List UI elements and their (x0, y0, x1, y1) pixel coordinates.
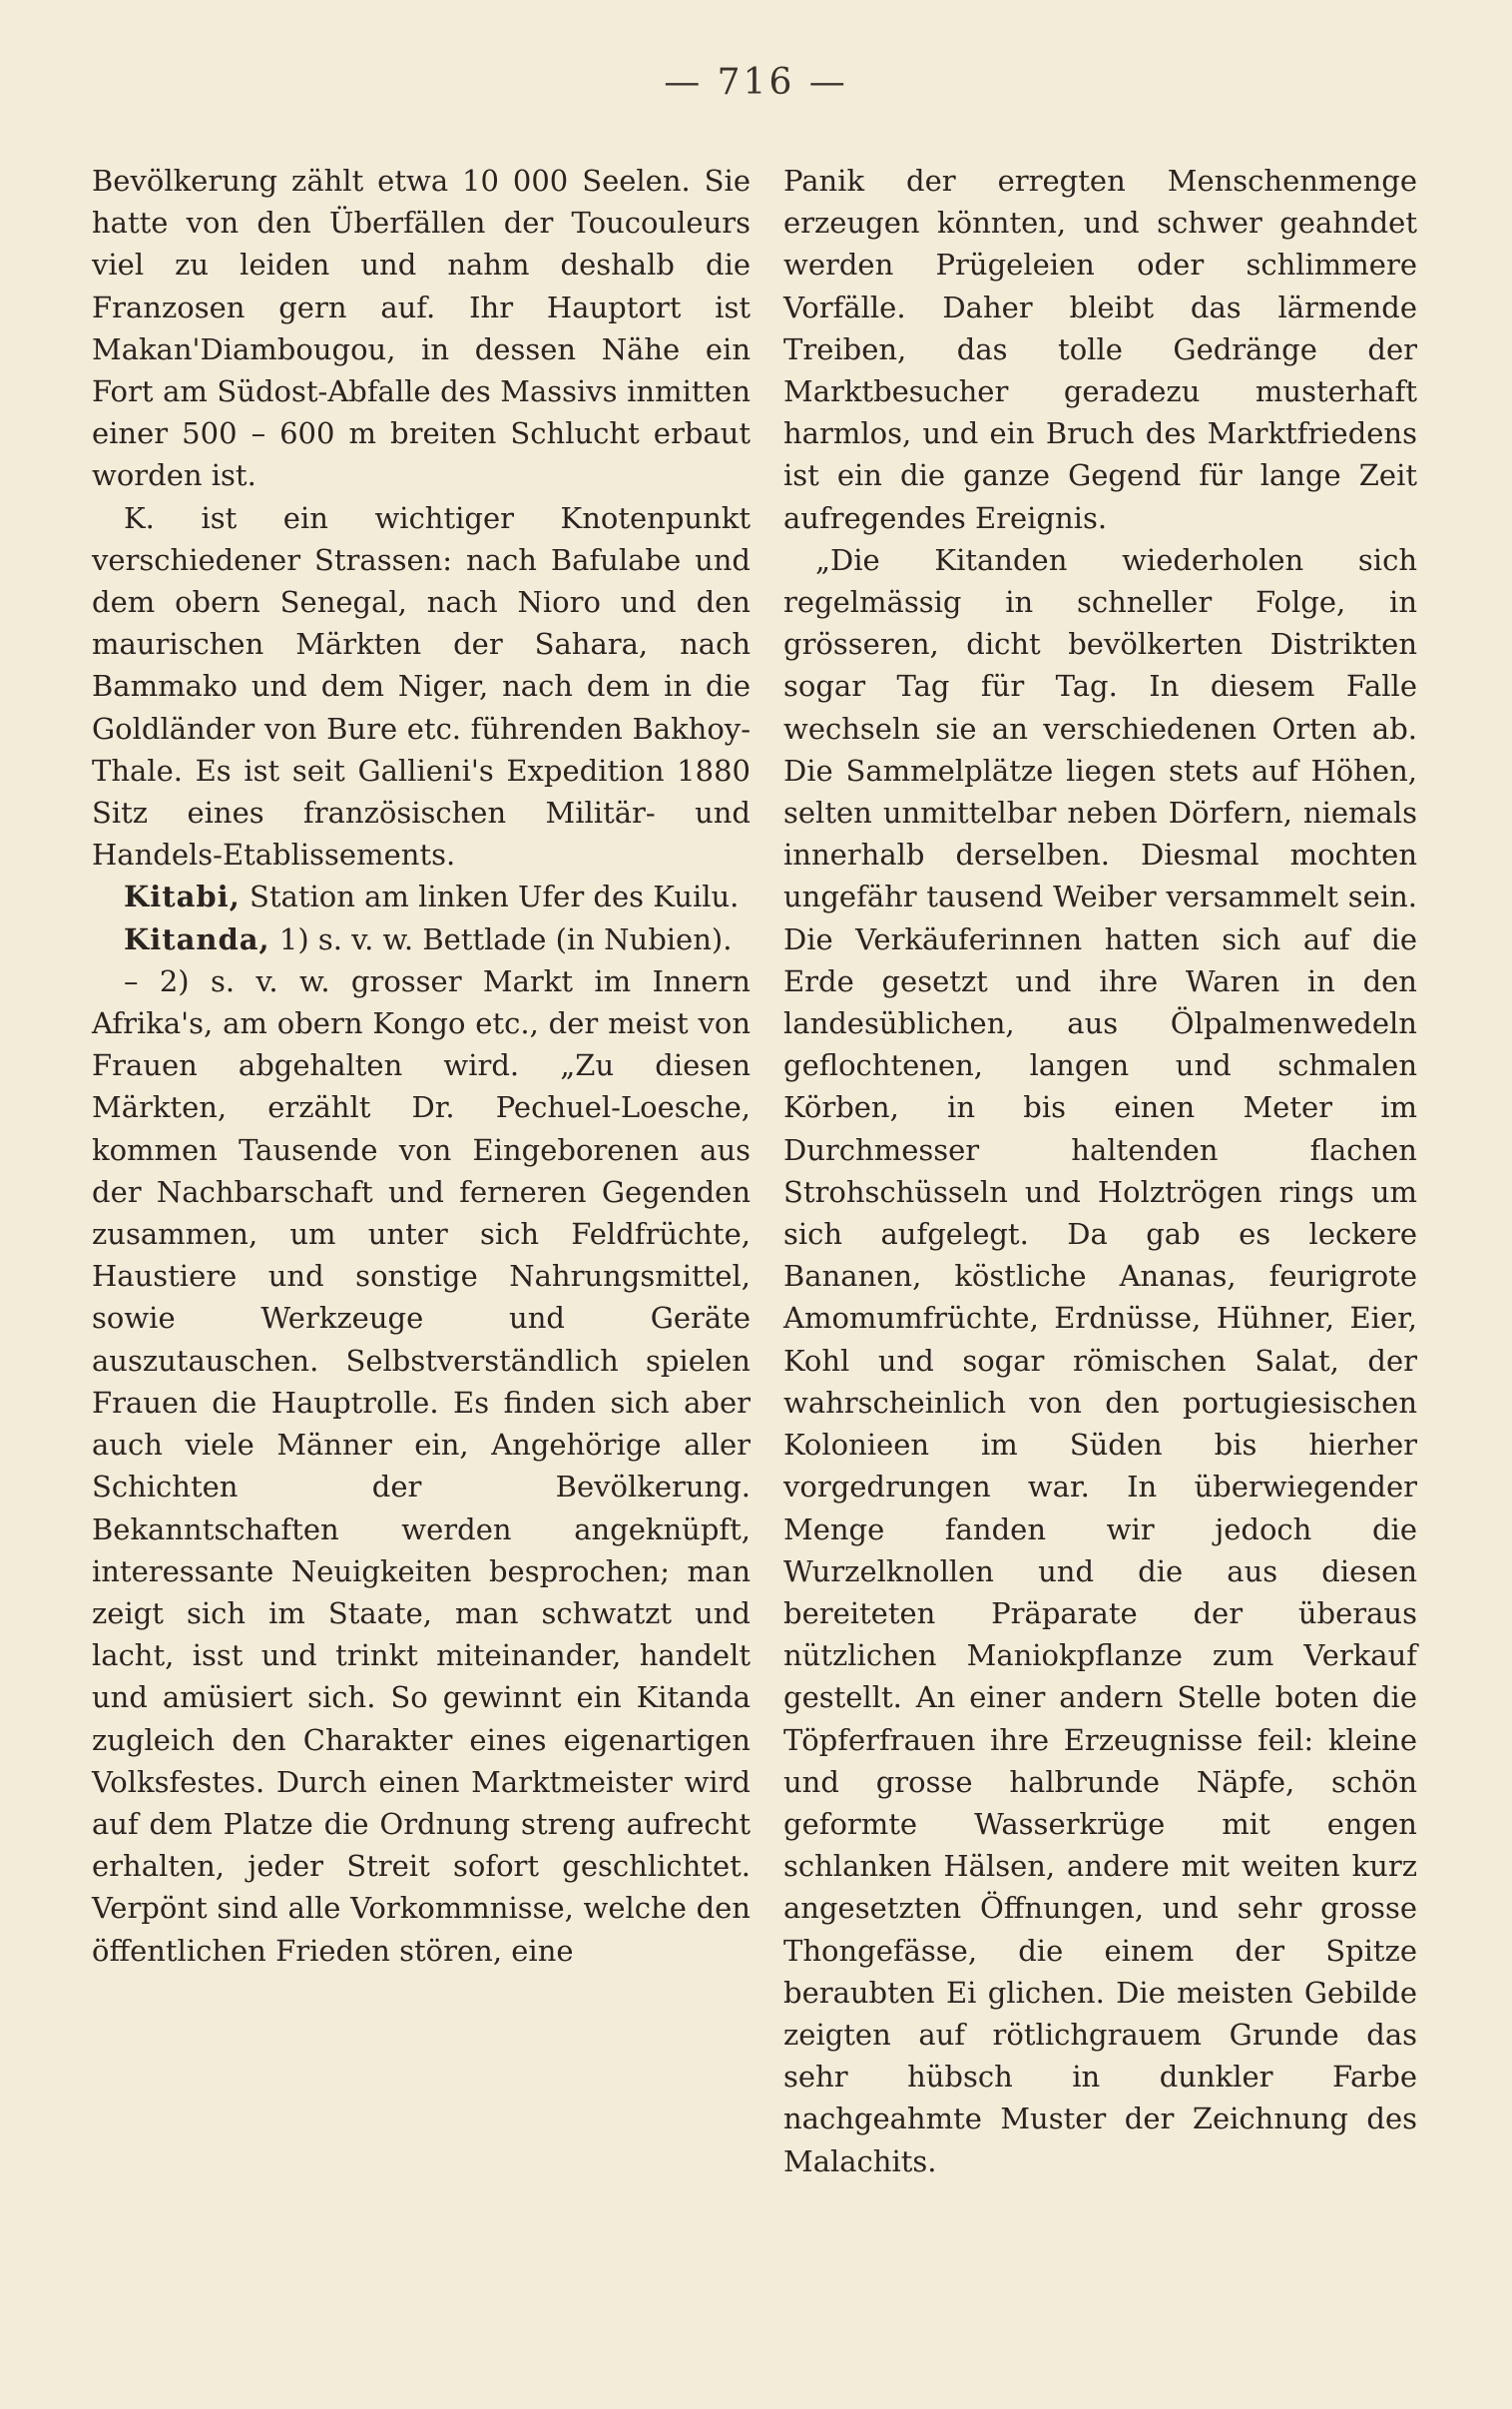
paragraph: K. ist ein wichtiger Knotenpunkt verschiedener Strassen: nach Bafulabe und dem obern Senegal, nach Nioro und den maurischen Märkten der Sahara, nach Bammako und dem Niger, nach dem in die Goldländer von Bure etc. führenden Bakhoy-Thale. Es ist seit Gallieni's Expedition 1880 Sitz eines französischen Militär- und Handels-Etablissements. (92, 500, 751, 873)
page-number: — 716 — (664, 62, 848, 103)
paragraph: Panik der erregten Menschenmenge erzeugen könnten, und schwer geahndet werden Prügeleien oder schlimmere Vorfälle. Daher bleibt das lärmende Treiben, das tolle Gedränge der Marktbesucher geradezu musterhaft harmlos, und ein Bruch des Marktfriedens ist ein die ganze Gegend für lange Zeit aufregendes Ereignis. (783, 164, 1417, 535)
paragraph: – 2) s. v. w. grosser Markt im Innern Afrika's, am obern Kongo etc., der meist von Frauen abgehalten wird. „Zu diesen Märkten, erzählt Dr. Pechuel-Loesche, kommen Tausende von Eingeborenen aus der Nachbarschaft und ferneren Gegenden zusammen, um unter sich Feldfrüchte, Haustiere und sonstige Nahrungsmittel, sowie Werkzeuge und Geräte auszutauschen. Selbstverständlich spielen Frauen die Hauptrolle. Es finden sich aber auch viele Männer ein, Angehörige aller Schichten der Bevölkerung. Bekanntschaften werden angeknüpft, interessante Neuigkeiten besprochen; man zeigt sich im Staate, man schwatzt und lacht, isst und trinkt miteinander, handelt und amüsiert sich. So gewinnt ein Kitanda zugleich den Charakter eines eigenartigen Volksfestes. Durch einen Marktmeister wird auf dem Platze die Ordnung streng aufrecht erhalten, jeder Streit sofort geschlichtet. Verpönt sind alle Vorkommnisse, welche den öffentlichen Frieden stören, eine (92, 963, 751, 1968)
right-column (783, 160, 1417, 2182)
left-column (92, 160, 751, 1972)
entry-text: 1) s. v. w. Bettlade (in Nubien). (269, 921, 733, 956)
entry-headword: Kitanda, (124, 921, 270, 956)
entry-kitabi (92, 876, 751, 917)
entry-kitanda (92, 918, 751, 960)
paragraph: „Die Kitanden wiederholen sich regelmässig in schneller Folge, in grösseren, dicht bevölkerten Distrikten sogar Tag für Tag. In diesem Falle wechseln sie an verschiedenen Orten ab. Die Sammelplätze liegen stets auf Höhen, selten unmittelbar neben Dörfern, niemals innerhalb derselben. Diesmal mochten ungefähr tausend Weiber versammelt sein. Die Verkäuferinnen hatten sich auf die Erde gesetzt und ihre Waren in den landesüblichen, aus Ölpalmenwedeln geflochtenen, langen und schmalen Körben, in bis einen Meter im Durchmesser haltenden flachen Strohschüsseln und Holztrögen rings um sich aufgelegt. Da gab es leckere Bananen, köstliche Ananas, feurigrote Amomumfrüchte, Erdnüsse, Hühner, Eier, Kohl und sogar römischen Salat, der wahrscheinlich von den portugiesischen Kolonieen im Süden bis hierher vorgedrungen war. In überwiegender Menge fanden wir jedoch die Wurzelknollen und die aus diesen bereiteten Präparate der überaus nützlichen Maniokpflanze zum Verkauf gestellt. An einer andern Stelle boten die Töpferfrauen ihre Erzeugnisse feil: kleine und grosse halbrunde Näpfe, schön geformte Wasserkrüge mit engen schlanken Hälsen, andere mit weiten kurz angesetzten Öffnungen, und sehr grosse Thongefässe, die einem der Spitze beraubten Ei glichen. Die meisten Gebilde zeigten auf rötlichgrauem Grunde das sehr hübsch in dunkler Farbe nachgeahmte Muster der Zeichnung des Malachits. (783, 542, 1417, 2178)
paragraph: Bevölkerung zählt etwa 10 000 Seelen. Sie hatte von den Überfällen der Toucouleurs viel zu leiden und nahm deshalb die Franzosen gern auf. Ihr Hauptort ist Makan'Diambougou, in dessen Nähe ein Fort am Südost-Abfalle des Massivs inmitten einer 500 – 600 m breiten Schlucht erbaut worden ist. (92, 164, 751, 493)
entry-headword: Kitabi, (124, 880, 241, 914)
entry-text: Station am linken Ufer des Kuilu. (240, 880, 740, 914)
